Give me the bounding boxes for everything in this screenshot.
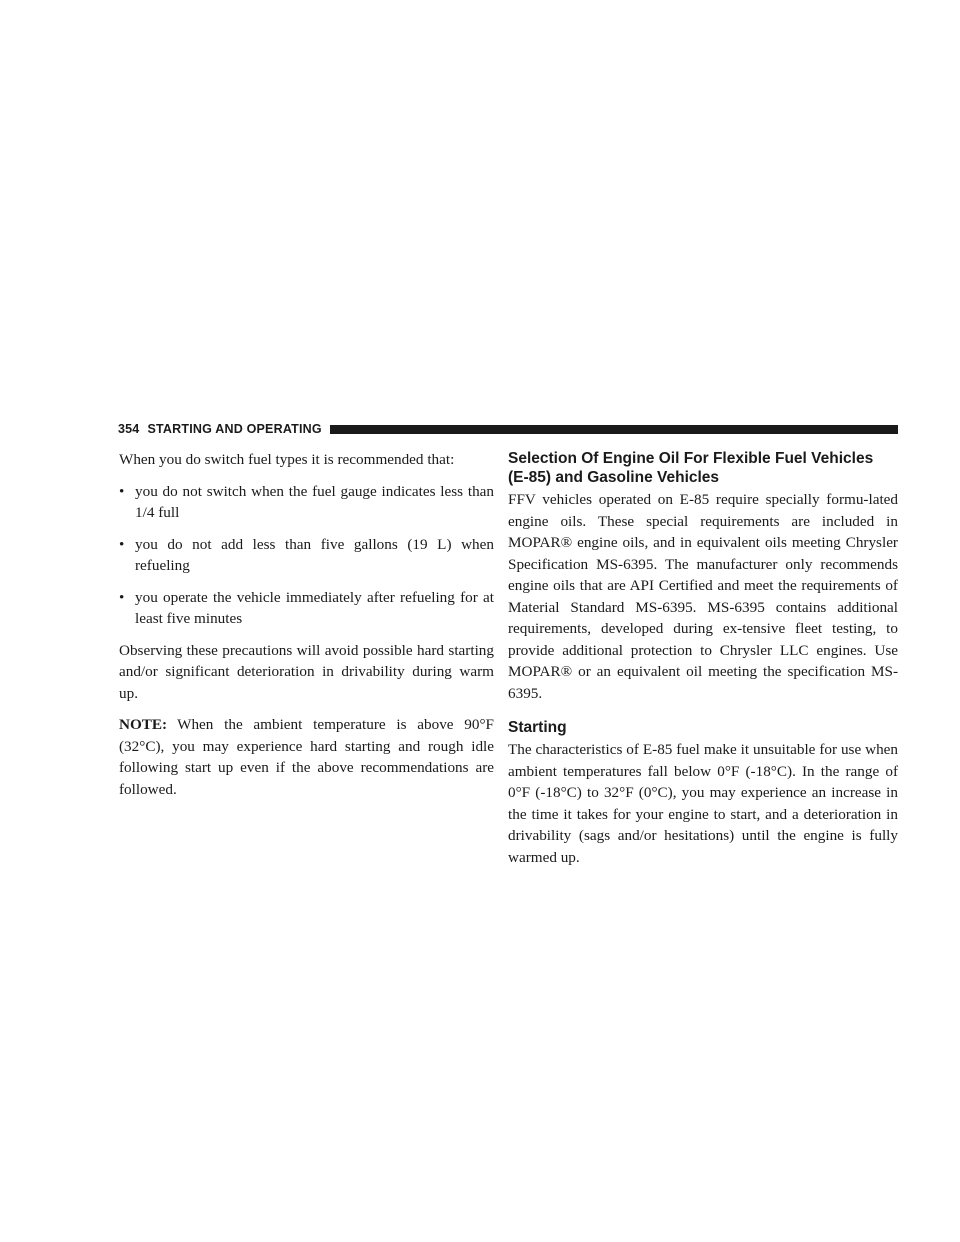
page-number: 354 — [118, 422, 140, 436]
oil-paragraph: FFV vehicles operated on E-85 require specially formu-lated engine oils. These special requirements are included in MOPAR® engine oils, and in equivalent oils meeting Chrysler Specification MS-6395. The manufacturer only recommends engine oils that are API Certified and meet the requirements of Material Standard MS-6395. MS-6395 contains additional requirements, developed during ex-tensive fleet testing, to provide additional protection to Chrysler LLC engines. Use MOPAR® or an equivalent oil meeting the specification MS-6395. — [508, 491, 898, 702]
oil-heading: Selection Of Engine Oil For Flexible Fuel Vehicles (E-85) and Gasoline Vehicles — [508, 450, 874, 486]
note-label: NOTE: — [119, 716, 168, 733]
note-text: When the ambient temperature is above 90°F (32°C), you may experience hard starting and rough idle following start up even if the above recommendations are followed. — [119, 716, 494, 798]
note-paragraph — [119, 714, 494, 800]
list-item-text: you operate the vehicle immediately after refueling for at least five minutes — [135, 588, 494, 627]
list-item — [119, 534, 494, 577]
left-column — [119, 449, 494, 810]
list-item-text: you do not add less than five gallons (19 L) when refueling — [135, 535, 494, 574]
starting-paragraph: The characteristics of E-85 fuel make it unsuitable for use when ambient temperatures fall below 0°F (-18°C). In the range of 0°F (-18°C) to 32°F (0°C), you may experience an increase in the time it takes for your engine to start, and a deterioration in drivability (sags and/or hesitations) until the engine is fully warmed up. — [508, 741, 898, 866]
intro-paragraph: When you do switch fuel types it is recommended that: — [119, 451, 455, 468]
bullet-icon: • — [119, 535, 125, 553]
bullet-icon: • — [119, 588, 125, 606]
header-rule — [330, 425, 898, 434]
precautions-paragraph: Observing these precautions will avoid possible hard starting and/or significant deterioration in drivability during warm up. — [119, 641, 494, 702]
starting-heading: Starting — [508, 719, 567, 736]
list-item — [119, 481, 494, 524]
recommendation-list — [119, 481, 494, 630]
page-header — [118, 422, 898, 436]
section-title: STARTING AND OPERATING — [147, 422, 322, 436]
list-item-text: you do not switch when the fuel gauge indicates less than 1/4 full — [135, 482, 494, 521]
list-item — [119, 587, 494, 630]
bullet-icon: • — [119, 482, 125, 500]
right-column — [508, 449, 898, 878]
